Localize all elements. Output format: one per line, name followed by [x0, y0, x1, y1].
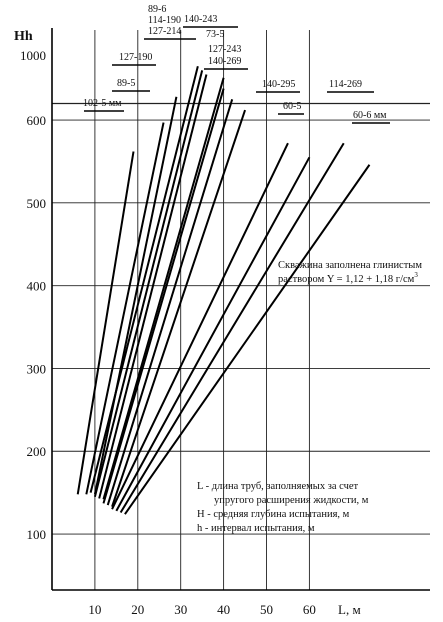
y-tick-label: 400 — [26, 278, 46, 294]
series-label: 140-269 — [208, 56, 242, 67]
series-line — [99, 75, 206, 499]
series-label: 60-6 мм — [353, 110, 387, 121]
legend-line-H: H - средняя глубина испытания, м — [197, 509, 350, 520]
series-label: 140-243 — [184, 14, 218, 25]
series-label: 89-5 — [117, 78, 136, 89]
x-axis-title: L, м — [338, 602, 361, 617]
series-label: 127-214 — [148, 26, 182, 37]
series-label: 102-5 мм — [83, 98, 122, 109]
series-label: 127-243 — [208, 44, 242, 55]
series-label: 114-190 — [148, 15, 181, 26]
legend-line-L-cont: упругого расширения жидкости, м — [214, 495, 369, 506]
series-label: 73-5 — [206, 29, 225, 40]
legend-line-L: L - длина труб, заполняемых за счет — [197, 481, 359, 492]
series-labels — [83, 4, 390, 123]
series-line — [125, 165, 370, 514]
y-tick-label: 100 — [26, 527, 46, 543]
x-tick-label: 30 — [174, 602, 188, 617]
legend-annotation — [197, 481, 369, 534]
series-label: 114-269 — [329, 79, 362, 90]
series-line — [103, 78, 223, 499]
y-tick-label: 300 — [26, 361, 46, 377]
series-label: 60-5 — [283, 101, 302, 112]
series-label: 89-6 — [148, 4, 167, 15]
x-tick-label: 50 — [260, 602, 273, 617]
series-label: 140-295 — [262, 79, 296, 90]
fluid-annotation — [278, 260, 422, 285]
x-tick-label: 60 — [302, 602, 316, 617]
y-axis-title: Hh — [14, 29, 33, 44]
legend-line-h: h - интервал испытания, м — [197, 523, 315, 534]
fluid-annotation-text: раствором Y = 1,12 + 1,18 г/см — [278, 274, 415, 285]
series-line — [91, 66, 198, 492]
y-tick-label: 500 — [26, 195, 46, 211]
series-line — [86, 123, 163, 495]
y-tick-label: 200 — [26, 444, 46, 460]
fluid-annotation-line1: Скважина заполнена глинистым — [278, 260, 423, 271]
x-tick-label: 40 — [217, 602, 231, 617]
fluid-annotation-line2 — [278, 271, 418, 285]
x-tick-label: 20 — [131, 602, 145, 617]
x-tick-label: 10 — [88, 602, 102, 617]
y-tick-label: 1000 — [20, 48, 46, 63]
fluid-annotation-superscript: 3 — [414, 271, 418, 279]
y-tick-label: 600 — [26, 113, 46, 129]
series-label: 127-190 — [119, 52, 153, 63]
